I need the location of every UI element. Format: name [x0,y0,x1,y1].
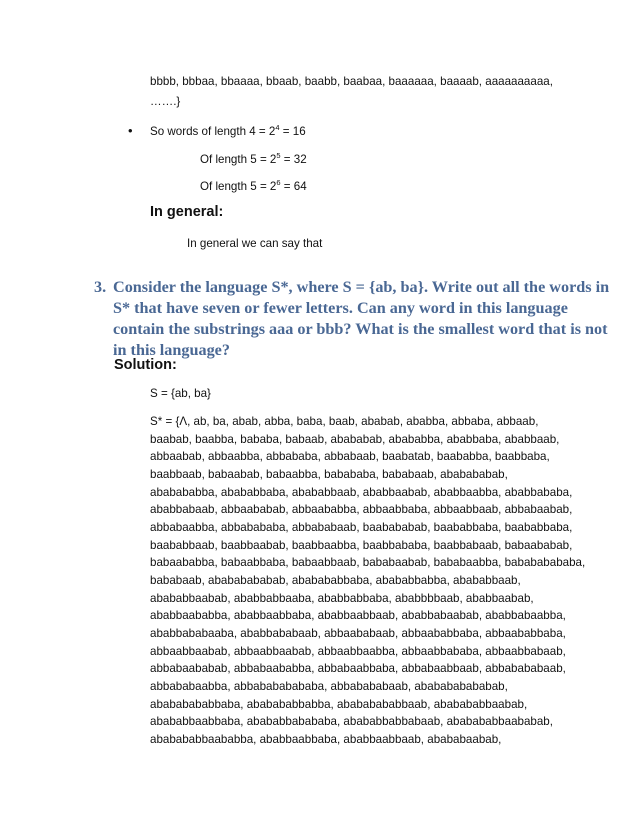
in-general-heading: In general: [150,204,224,220]
words-line: baababbaab, baabbaabab, baabbaabba, baabbababa, baabbabaab, babaababab, [150,538,573,552]
length-line-1-prefix: Of length 5 = 2 [200,153,277,166]
words-line: abbabaababab, abbabaababba, abbabaabbaba, abbabaabbaab, abbabababaab, [150,662,566,676]
question-line-1: Consider the language S*, where S = {ab, ba}. Write out all the words in [113,278,610,296]
solution-heading: Solution: [114,357,177,373]
words-line: ababababba, abababbaba, abababbaab, ababbaabab, ababbaabba, ababbababa, [150,485,573,499]
set-definition: S = {ab, ba} [150,387,211,400]
bullet-line [150,123,306,140]
words-line: abbabaabba, abbabababa, abbababaab, baabababab, baababbaba, baababbaba, [150,520,573,534]
words-line: ababababbaababba, ababbaabbaba, ababbaabbaab, abababaabab, [150,732,502,746]
bullet-dot: • [128,123,133,138]
words-line: abababbaabbaba, abababbabababa, abababbabbabaab, ababababbaababab, [150,715,553,729]
words-line: abababbaabab, ababbabbaaba, ababbabbaba, ababbbbaab, ababbaabab, [150,591,534,605]
in-general-text: In general we can say that [187,237,323,250]
length-line-1-exponent: 5 [276,151,281,161]
words-line: bababaab, abababababab, ababababbaba, abababbabba, abababbaab, [150,573,521,587]
words-line: babaababba, babaabbaba, babaabbaab, bababaabab, bababaabba, babababababa, [150,556,586,570]
words-line: ababbabaab, abbaababab, abbaababba, abbaabbaba, abbaabbaab, abbabaabab, [150,503,573,517]
intro-line-1: bbbb, bbbaa, bbaaaa, bbaab, baabb, baabaa, baaaaaa, baaaab, aaaaaaaaaa, [150,75,553,88]
question-line-2: S* that have seven or fewer letters. Can any word in this language [113,299,568,317]
bullet-line-suffix: = 16 [279,125,306,138]
question-number: 3. [94,278,107,296]
words-line: abababababbaba, ababababbabba, abababababbaab, ababababbaabab, [150,697,528,711]
words-line: S* = {Λ, ab, ba, abab, abba, baba, baab, ababab, ababba, abbaba, abbaab, [150,415,539,428]
words-line: ababbababaaba, ababbababaab, abbaababaab, abbaababbaba, abbaababbaba, [150,626,566,640]
length-line-1 [200,151,307,168]
words-line: baabab, baabba, bababa, babaab, abababab, abababba, ababbaba, ababbaab, [150,432,560,446]
length-line-1-suffix: = 32 [280,153,307,166]
length-line-2-exponent: 6 [276,178,281,188]
length-line-2 [200,178,307,195]
question-line-3: contain the substrings aaa or bbb? What is the smallest word that is not [113,320,608,338]
words-line: abbababaabba, abbabababababa, abbabababaab, ababababababab, [150,679,508,693]
words-line: abbaabab, abbaabba, abbababa, abbabaab, baabatab, baababba, baabbaba, [150,450,550,464]
intro-line-2: …….} [150,95,181,108]
bullet-line-prefix: So words of length 4 = 2 [150,125,276,138]
words-line: abbaabbaabab, abbaabbaabab, abbaabbaabba, abbaabbababa, abbaabbabaab, [150,644,566,658]
bullet-line-exponent: 4 [275,123,280,133]
words-list [150,413,585,748]
length-line-2-suffix: = 64 [280,180,307,193]
words-line: ababbaababba, ababbaabbaba, ababbaabbaab, ababbabaabab, ababbabaabba, [150,609,566,623]
question-line-4: in this language? [113,341,230,359]
words-line: baabbaab, babaabab, babaabba, babababa, bababaab, ababababab, [150,467,508,481]
question-text [113,277,609,361]
length-line-2-prefix: Of length 5 = 2 [200,180,277,193]
